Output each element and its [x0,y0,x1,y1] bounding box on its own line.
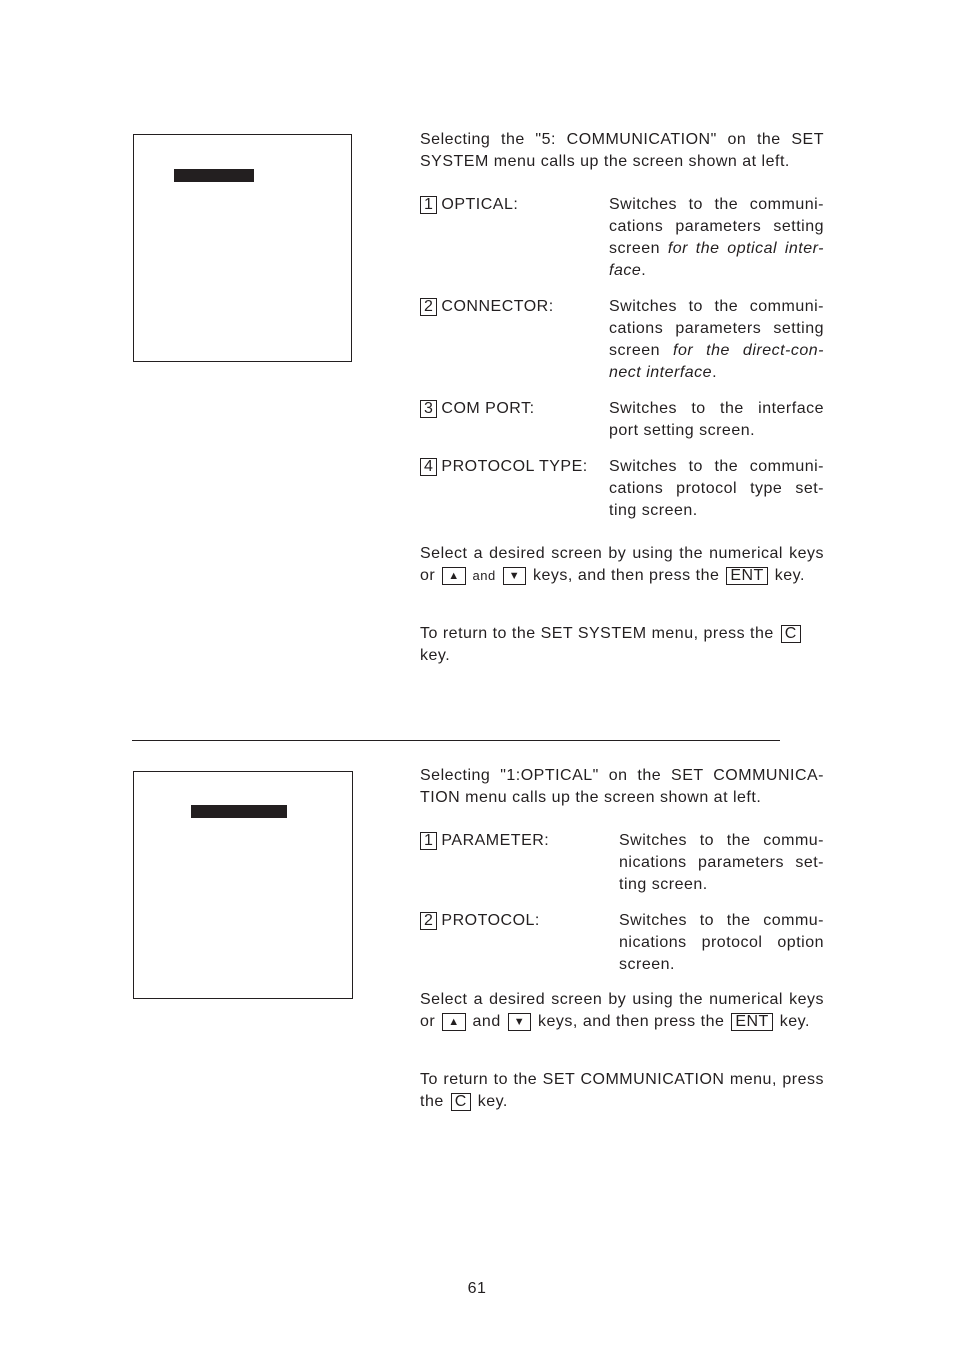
item-label: COM PORT: [441,400,535,417]
screen-title-bar [174,169,254,182]
item-label: OPTICAL: [441,196,519,213]
key-1: 1 [420,832,437,850]
ent-key: ENT [726,567,768,585]
item-description: Switches to the commu- nications protocol option screen. [619,912,824,973]
item-description: Switches to the interface port setting screen. [609,400,824,439]
up-arrow-key-icon: ▲ [442,567,465,585]
section1-intro: Selecting the "5: COMMUNICATION" on the SET SYSTEM menu calls up the screen shown at left. [420,131,824,170]
section1-select-instructions: Select a desired screen by using the numerical keys or ▲ and ▼ keys, and then press the ENT key. [420,545,824,584]
c-key: C [451,1093,471,1111]
menu-item-optical [420,194,824,284]
item-label: PROTOCOL: [441,912,540,929]
section2-return-instructions: To return to the SET COMMUNICATION menu, press the C key. [420,1071,824,1110]
optical-menu-screen-illustration [133,771,353,999]
menu-item-com-port [420,398,824,444]
item-description: Switches to the communi- cations protocol type set- ting screen. [609,458,824,519]
key-1: 1 [420,196,437,214]
menu-item-protocol [420,910,824,978]
section2-intro: Selecting "1:OPTICAL" on the SET COMMUNICA- TION menu calls up the screen shown at left. [420,767,824,806]
menu-item-parameter [420,830,824,898]
item-description: Switches to the communi- cations parameters setting screen for the direct-con- nect interface. [609,298,824,381]
item-label: PARAMETER: [441,832,550,849]
page-number: 61 [467,1280,487,1297]
screen-title-bar [191,805,287,818]
up-arrow-key-icon: ▲ [442,1013,465,1031]
communication-menu-screen-illustration [133,134,352,362]
down-arrow-key-icon: ▼ [508,1013,531,1031]
section-divider [132,740,780,741]
item-label: CONNECTOR: [441,298,554,315]
menu-item-protocol-type [420,456,824,524]
key-2: 2 [420,298,437,316]
item-description: Switches to the communi- cations parameters setting screen for the optical inter- face. [609,196,824,279]
key-4: 4 [420,458,437,476]
key-2: 2 [420,912,437,930]
item-description: Switches to the commu- nications parameters set- ting screen. [619,832,824,893]
item-label: PROTOCOL TYPE: [441,458,588,475]
down-arrow-key-icon: ▼ [503,567,526,585]
c-key: C [781,625,801,643]
key-3: 3 [420,400,437,418]
section2-select-instructions: Select a desired screen by using the numerical keys or ▲ and ▼ keys, and then press the ENT key. [420,991,824,1030]
menu-item-connector [420,296,824,386]
ent-key: ENT [731,1013,773,1031]
section1-return-instructions: To return to the SET SYSTEM menu, press the C key. [420,623,824,667]
